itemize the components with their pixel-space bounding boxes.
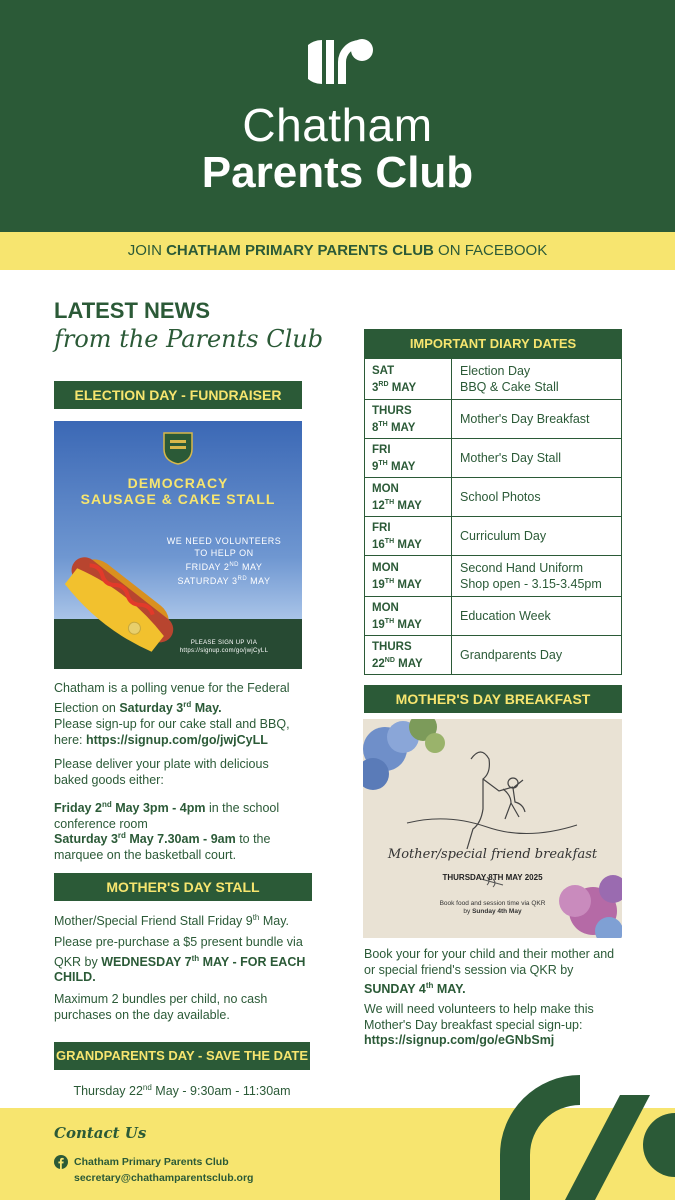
diary-day-num — [372, 615, 444, 632]
election-p5-bold-b: May 7.30am - 9am — [125, 832, 236, 847]
breakfast-paragraph-2 — [364, 1002, 622, 1049]
election-p4-sup: nd — [101, 800, 112, 809]
diary-event — [452, 400, 621, 438]
poster-vol-line2: TO HELP ON — [194, 548, 254, 558]
diary-event — [452, 597, 621, 635]
diary-event-line1: Curriculum Day — [460, 529, 547, 543]
diary-event — [452, 636, 621, 674]
table-row — [365, 438, 621, 477]
poster-vol4-post: MAY — [247, 576, 271, 586]
contact-us-title: Contact Us — [54, 1124, 147, 1142]
card-booking-bold: Sunday 4th May — [472, 908, 522, 915]
diary-date — [365, 478, 452, 516]
diary-dates-table — [364, 329, 622, 675]
election-p5-sup: rd — [117, 831, 126, 840]
diary-event-line1: Second Hand Uniform — [460, 561, 583, 575]
diary-sup: TH — [384, 577, 395, 585]
cp-monogram-icon — [308, 38, 374, 86]
grandparents-day-heading: GRANDPARENTS DAY - SAVE THE DATE — [54, 1042, 310, 1070]
diary-day: THURS — [372, 404, 412, 417]
diary-sup: TH — [378, 420, 388, 428]
diary-sup: RD — [378, 380, 389, 388]
diary-num: 22 — [372, 657, 385, 670]
breakfast-p1-sup: th — [425, 981, 434, 990]
diary-sup: ND — [384, 656, 395, 664]
election-heading: ELECTION DAY - FUNDRAISER — [54, 381, 302, 409]
diary-dates-heading: IMPORTANT DIARY DATES — [365, 330, 621, 358]
diary-event-line2: BBQ & Cake Stall — [460, 380, 559, 394]
election-p4-bold-b: May 3pm - 4pm — [111, 801, 206, 816]
diary-date — [365, 597, 452, 635]
diary-event — [452, 359, 621, 399]
latest-news-subtitle: from the Parents Club — [54, 325, 324, 353]
stall-paragraph-1 — [54, 910, 312, 930]
diary-date — [365, 636, 452, 674]
stall-p2-pre: Please pre-purchase a $5 present bundle via QKR by — [54, 935, 303, 969]
table-row — [365, 399, 621, 438]
diary-sup: TH — [384, 537, 395, 545]
breakfast-p1-pre: Book your for your child and their mother and or special friend's session via QKR by — [364, 947, 615, 977]
grandparents-day-date — [54, 1080, 310, 1100]
election-poster — [54, 421, 302, 669]
diary-date — [365, 359, 452, 399]
diary-num: 8 — [372, 421, 379, 434]
diary-month: MAY — [394, 657, 423, 670]
diary-month: MAY — [394, 499, 422, 512]
table-row — [365, 516, 621, 555]
diary-day-num — [372, 496, 444, 513]
table-row — [365, 555, 621, 596]
diary-day: MON — [372, 561, 399, 574]
diary-event-line1: School Photos — [460, 490, 541, 504]
diary-num: 9 — [372, 460, 379, 473]
facebook-join-banner[interactable] — [0, 232, 675, 270]
stall-p1-sup: th — [252, 913, 260, 922]
latest-news-title: LATEST NEWS — [54, 298, 211, 323]
banner-group-name: CHATHAM PRIMARY PARENTS CLUB — [166, 242, 434, 259]
diary-event — [452, 517, 621, 555]
stall-paragraph-2 — [54, 935, 310, 986]
diary-date — [365, 439, 452, 477]
diary-sup: TH — [378, 459, 388, 467]
diary-event — [452, 439, 621, 477]
table-row — [365, 358, 621, 399]
election-p1-bold: Saturday 3 — [119, 700, 184, 715]
poster-vol4-pre: SATURDAY 3 — [177, 576, 238, 586]
card-booking-line1: Book food and session time via QKR — [439, 900, 546, 907]
diary-num: 19 — [372, 618, 385, 631]
facebook-group-link[interactable]: Chatham Primary Parents Club — [74, 1156, 229, 1168]
diary-day-num — [372, 457, 444, 474]
poster-vol4-sup: RD — [237, 576, 248, 582]
election-p1-bold2: May. — [191, 700, 222, 715]
diary-date — [365, 556, 452, 596]
diary-month: MAY — [387, 421, 416, 434]
card-title: Mother/special friend breakfast — [387, 847, 598, 862]
diary-event — [452, 556, 621, 596]
election-paragraph-1 — [54, 681, 306, 716]
table-row — [365, 635, 621, 674]
breakfast-p1-bold-a: SUNDAY 4 — [364, 982, 426, 997]
election-signup-link[interactable]: https://signup.com/go/jwjCyLL — [85, 732, 268, 747]
mothers-day-stall-heading: MOTHER'S DAY STALL — [54, 873, 312, 901]
grandparents-date-pre: Thursday 22 — [73, 1084, 143, 1099]
brand-name-line2: Parents Club — [201, 148, 474, 197]
poster-vol3-post: MAY — [239, 562, 263, 572]
diary-num: 12 — [372, 499, 385, 512]
diary-day-num — [372, 654, 444, 671]
election-p5-bold-a: Saturday 3 — [54, 832, 118, 847]
school-crest-icon — [162, 431, 194, 465]
mothers-day-breakfast-heading: MOTHER'S DAY BREAKFAST — [364, 685, 622, 713]
diary-month: MAY — [394, 578, 422, 591]
diary-date — [365, 517, 452, 555]
card-date: THURSDAY 8TH MAY 2025 — [442, 873, 543, 882]
stall-p2-bold-b: MAY - FOR EACH CHILD. — [54, 954, 306, 985]
poster-signup-text — [154, 639, 294, 655]
election-paragraph-3: Please deliver your plate with delicious baked goods either: — [54, 757, 269, 787]
election-p4-bold-a: Friday 2 — [54, 801, 102, 816]
diary-day: FRI — [372, 443, 391, 456]
election-p1-sup: rd — [183, 699, 192, 709]
poster-signup-line1: PLEASE SIGN UP VIA — [190, 640, 258, 646]
diary-day: FRI — [372, 521, 391, 534]
poster-signup-link: https://signup.com/go/jwjCyLL — [179, 648, 269, 654]
cp-monogram-icon — [500, 1075, 675, 1200]
table-row — [365, 596, 621, 635]
brand-name-line1: Chatham — [242, 99, 433, 151]
poster-vol3-sup: ND — [229, 562, 239, 568]
diary-month: MAY — [394, 618, 422, 631]
breakfast-p2-pre: We will need volunteers to help make this Mother's Day breakfast special sign-up: — [364, 1002, 594, 1032]
election-p1-text: Chatham is a polling venue for the Federal Election on — [54, 681, 290, 715]
diary-day-num — [372, 378, 444, 395]
poster-vol-line1: WE NEED VOLUNTEERS — [166, 536, 282, 546]
diary-date — [365, 400, 452, 438]
stall-paragraph-3: Maximum 2 bundles per child, no cash purchases on the day available. — [54, 992, 268, 1022]
election-p4-rest: in the school conference room — [54, 801, 280, 831]
diary-event-line1: Mother's Day Stall — [460, 451, 562, 465]
facebook-icon[interactable] — [54, 1155, 68, 1169]
breakfast-paragraph-1 — [364, 947, 622, 998]
diary-num: 19 — [372, 578, 385, 591]
stall-p1-post: May. — [259, 914, 290, 929]
diary-day: MON — [372, 482, 399, 495]
diary-sup: TH — [384, 498, 395, 506]
diary-month: MAY — [388, 381, 417, 394]
card-booking-line2 — [363, 908, 622, 916]
diary-day: MON — [372, 601, 399, 614]
diary-day: SAT — [372, 364, 395, 377]
election-p2-text: Please sign-up for our cake stall and BBQ, here: — [54, 717, 290, 747]
stall-p2-bold-a: WEDNESDAY 7 — [101, 954, 192, 969]
diary-event — [452, 478, 621, 516]
breakfast-invitation-card — [363, 719, 622, 938]
diary-day-num — [372, 575, 444, 592]
table-row — [365, 477, 621, 516]
election-paragraph-4 — [54, 797, 306, 832]
diary-num: 16 — [372, 538, 385, 551]
header — [0, 0, 675, 232]
election-paragraph-5 — [54, 828, 306, 863]
election-paragraph-2 — [54, 717, 306, 748]
diary-num: 3 — [372, 381, 379, 394]
breakfast-signup-link[interactable]: https://signup.com/go/eGNbSmj — [364, 1033, 555, 1047]
banner-prefix: JOIN — [127, 242, 167, 259]
election-p5-rest: to the marquee on the basketball court. — [54, 832, 271, 862]
breakfast-p1-bold-b: MAY. — [433, 982, 466, 997]
diary-event-line1: Mother's Day Breakfast — [460, 412, 590, 426]
diary-month: MAY — [387, 460, 416, 473]
diary-event-line1: Election Day — [460, 364, 531, 378]
diary-event-line1: Grandparents Day — [460, 648, 563, 662]
diary-day-num — [372, 418, 444, 435]
contact-email-link[interactable]: secretary@chathamparentsclub.org — [74, 1172, 254, 1184]
stall-p1-pre: Mother/Special Friend Stall Friday 9 — [54, 914, 253, 929]
diary-event-line1: Education Week — [460, 609, 551, 623]
grandparents-date-post: May - 9:30am - 11:30am — [151, 1084, 291, 1099]
diary-day-num — [372, 535, 444, 552]
diary-sup: TH — [384, 617, 395, 625]
grandparents-date-sup: nd — [142, 1083, 152, 1092]
diary-day: THURS — [372, 640, 412, 653]
diary-event-line2: Shop open - 3.15-3.45pm — [460, 577, 602, 591]
card-booking-pre: by — [463, 908, 473, 915]
card-booking-text — [363, 900, 622, 916]
diary-month: MAY — [394, 538, 422, 551]
poster-vol3-pre: FRIDAY 2 — [185, 562, 230, 572]
stall-p2-sup: th — [191, 953, 200, 963]
poster-title-line1: DEMOCRACY — [127, 475, 229, 491]
poster-title-line2: SAUSAGE & CAKE STALL — [80, 491, 276, 507]
banner-suffix: ON FACEBOOK — [433, 242, 548, 259]
